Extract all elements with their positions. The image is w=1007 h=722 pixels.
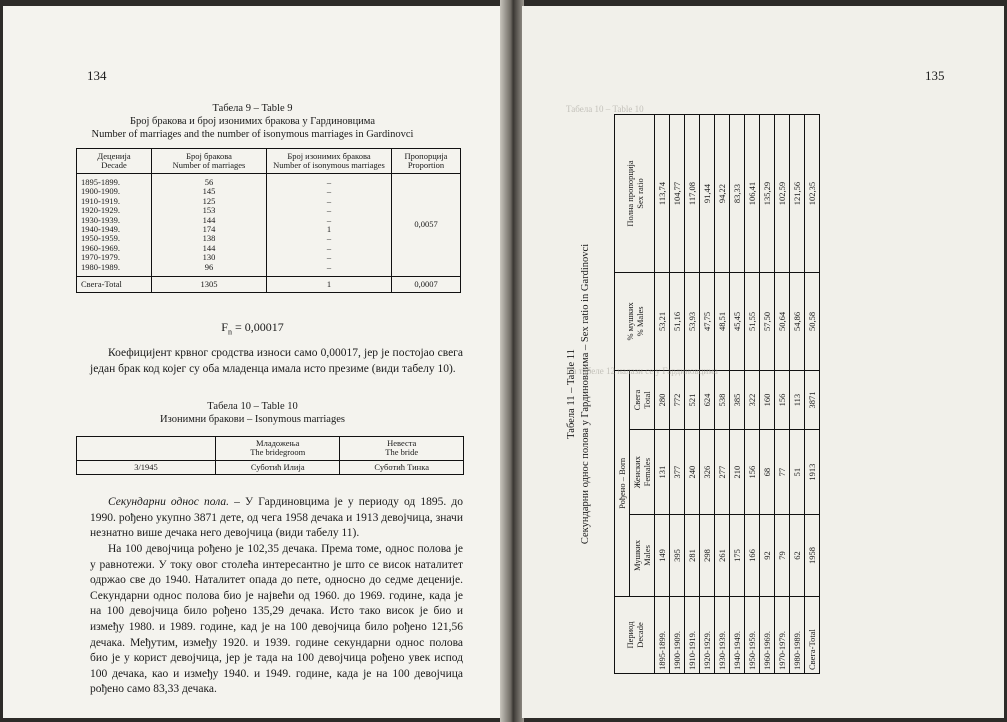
table11-cell-females: 210 [730,430,745,515]
table-row [685,115,700,674]
page-number: 134 [87,68,107,83]
table-row [700,115,715,674]
table11-cell-decade: 1895-1899. [655,597,670,674]
table11-cell-total: 521 [685,370,700,430]
table11-cell-pct-males: 51,55 [745,273,760,371]
table11-total-pct-males: 50,58 [805,273,820,371]
table9-total-proportion: 0,0007 [392,277,461,293]
right-page [522,6,1004,718]
table11-cell-pct-males: 48,51 [715,273,730,371]
table11-cell-total: 772 [670,370,685,430]
table11-cell-total: 280 [655,370,670,430]
paragraph-kinship: Коефицијент крвног сродства износи само 0,00017, јер је постојао свега један брак код којег су оба младенца имала исто презиме (види табелу 10). [90,347,463,375]
table11-header-females: Женских Females [630,430,655,515]
table11-cell-decade: 1960-1969. [760,597,775,674]
table11-cell-total: 538 [715,370,730,430]
table11 [614,114,820,674]
table11-total-sex-ratio: 102,35 [805,115,820,273]
table11-cell-pct-males: 57,50 [760,273,775,371]
table11-total-decade: Свега-Total [805,597,820,674]
table11-cell-pct-males: 53,93 [685,273,700,371]
table-row [715,115,730,674]
table9-total-label: Свега-Total [77,277,152,293]
table9-header-marriages: Број бракова Number of marriages [152,149,267,174]
table10-date: 3/1945 [77,460,216,474]
table9-total-isonymous: 1 [267,277,392,293]
table11-cell-sex-ratio: 117,08 [685,115,700,273]
table11-total-row [805,115,820,674]
table11-header-sex-ratio: Полна пропорција Sex ratio [615,115,655,273]
table11-cell-decade: 1950-1959. [745,597,760,674]
table11-cell-decade: 1940-1949. [730,597,745,674]
table11-cell-total: 113 [790,370,805,430]
table11-cell-total: 322 [745,370,760,430]
table9-caption-sr: Број бракова и број изонимих бракова у Гардиновцима [129,116,376,127]
table11-cell-decade: 1970-1979. [775,597,790,674]
table10-header-bride: Невеста The bride [340,437,464,461]
table11-cell-females: 277 [715,430,730,515]
table11-cell-males: 298 [700,514,715,596]
table9-isonymous: – – – – – 1 – – – – [267,174,392,277]
table11-cell-sex-ratio: 104,77 [670,115,685,273]
table9-marriages: 56 145 125 153 144 174 138 144 130 96 [152,174,267,277]
table10-header-groom: Младожења The bridegroom [216,437,340,461]
show-through-text: Табела 10 – Table 10 [566,104,644,114]
table11-cell-decade: 1930-1939. [715,597,730,674]
table9-header-decade: Деценија Decade [77,149,152,174]
table11-cell-sex-ratio: 121,56 [790,115,805,273]
table11-cell-decade: 1920-1929. [700,597,715,674]
table11-cell-pct-males: 54,86 [790,273,805,371]
table11-cell-females: 68 [760,430,775,515]
table11-cell-total: 156 [775,370,790,430]
table11-cell-sex-ratio: 91,44 [700,115,715,273]
rotated-table-block [560,114,960,674]
table11-cell-sex-ratio: 102,59 [775,115,790,273]
table11-cell-decade: 1900-1909. [670,597,685,674]
table11-cell-males: 261 [715,514,730,596]
table11-cell-pct-males: 45,45 [730,273,745,371]
table9-proportion: 0,0057 [392,174,461,277]
paragraph-sex-ratio-intro: Секундарни однос пола. – У Гардиновцима је у периоду од 1895. до 1990. рођено укупно 3871 дете, од чега 1958 дечака и 1913 девојчица, значи незнатно више дечака него девојчица (види табелу 11). [90,496,463,540]
table-row [670,115,685,674]
table10-header-empty [77,437,216,461]
table11-header-born: Рођено – Born [615,370,630,596]
table11-total-males: 1958 [805,514,820,596]
table11-cell-females: 131 [655,430,670,515]
table11-cell-males: 92 [760,514,775,596]
table11-cell-males: 281 [685,514,700,596]
table11-cell-decade: 1910-1919. [685,597,700,674]
table11-cell-females: 51 [790,430,805,515]
table11-cell-sex-ratio: 135,29 [760,115,775,273]
table-row [790,115,805,674]
table11-cell-sex-ratio: 106,41 [745,115,760,273]
table11-cell-sex-ratio: 113,74 [655,115,670,273]
table9-decades: 1895-1899. 1900-1909. 1910-1919. 1920-1929. 1930-1939. 1940-1949. 1950-1959. 1960-1969. 1970-1979. 1980-1989. [81,177,120,272]
table9-caption-number: Табела 9 – Table 9 [212,103,293,114]
table11-cell-males: 149 [655,514,670,596]
table11-cell-pct-males: 47,75 [700,273,715,371]
table10-bride: Суботић Тинка [340,460,464,474]
table9 [76,148,461,293]
table11-cell-sex-ratio: 94,22 [715,115,730,273]
table11-cell-females: 240 [685,430,700,515]
table11-cell-females: 326 [700,430,715,515]
table10-caption-title: Изонимни бракови – Isonymous marriages [160,414,345,425]
table9-header-proportion: Пропорција Proportion [392,149,461,174]
table11-cell-females: 156 [745,430,760,515]
table-row [730,115,745,674]
table11-header-males: Мушких Males [630,514,655,596]
table11-total-total: 3871 [805,370,820,430]
table11-cell-males: 79 [775,514,790,596]
book-gutter [500,0,524,722]
table9-header-isonymous: Број изонимих бракова Number of isonymous marriages [267,149,392,174]
left-page [3,6,502,718]
table11-cell-sex-ratio: 83,33 [730,115,745,273]
formula: $F_n = 0,00017$ [221,320,284,337]
table11-header-total: Свега Total [630,370,655,430]
table11-cell-total: 160 [760,370,775,430]
paragraph-sex-ratio-analysis: На 100 девојчица рођено је 102,35 дечака. Према томе, однос полова је у равнотежи. У току овог столећа интересантно је што се висок наталитет одржао све до 1940. Наталитет опада до пете, односно до седме деценије. Секундарни однос полова био је највећи од 1960. до 1969. године, када је на 100 девојчица било рођено 135,29 дечака. Исто тако висок је био и између 1980. и 1989. године, кад је на 100 девојчица било рођено 121,56 дечака. Међутим, између 1920. и 1939. године секундарни однос полова био је у корист девојчица, јер је тада на 100 девојчица рођено увек испод 100 дечака, као и између 1940. и 1949. године, када је на 100 девојчица рођено само 83,33 дечака. [90,543,463,696]
table11-cell-males: 166 [745,514,760,596]
table11-total-females: 1913 [805,430,820,515]
table11-cell-decade: 1980-1989. [790,597,805,674]
table9-caption-en: Number of marriages and the number of isonymous marriages in Gardinovci [91,129,414,140]
table11-body [655,115,820,674]
table11-cell-females: 77 [775,430,790,515]
table11-cell-pct-males: 53,21 [655,273,670,371]
table11-caption-number: Табела 11 – Table 11 [566,349,577,439]
table10-caption-number: Табела 10 – Table 10 [207,401,298,412]
table11-header-pct-males: % мушких % Males [615,273,655,371]
table10 [76,436,464,475]
table-row [745,115,760,674]
table11-caption-title: Секундарни однос полова у Гардиновцима – Sex ratio in Gardinovci [580,243,591,545]
table11-cell-pct-males: 50,64 [775,273,790,371]
table11-cell-total: 624 [700,370,715,430]
table11-cell-males: 395 [670,514,685,596]
table11-cell-males: 175 [730,514,745,596]
table11-header-period: Период Decade [615,597,655,674]
table10-groom: Суботић Илија [216,460,340,474]
table11-cell-total: 385 [730,370,745,430]
table-row [655,115,670,674]
table-row [760,115,775,674]
table11-cell-pct-males: 51,16 [670,273,685,371]
table-row [775,115,790,674]
table11-cell-females: 377 [670,430,685,515]
page-number: 135 [925,68,945,83]
show-through-text: На табеле 12 налази се у Гардиновцима [566,366,718,376]
table11-cell-males: 62 [790,514,805,596]
table9-total-marriages: 1305 [152,277,267,293]
